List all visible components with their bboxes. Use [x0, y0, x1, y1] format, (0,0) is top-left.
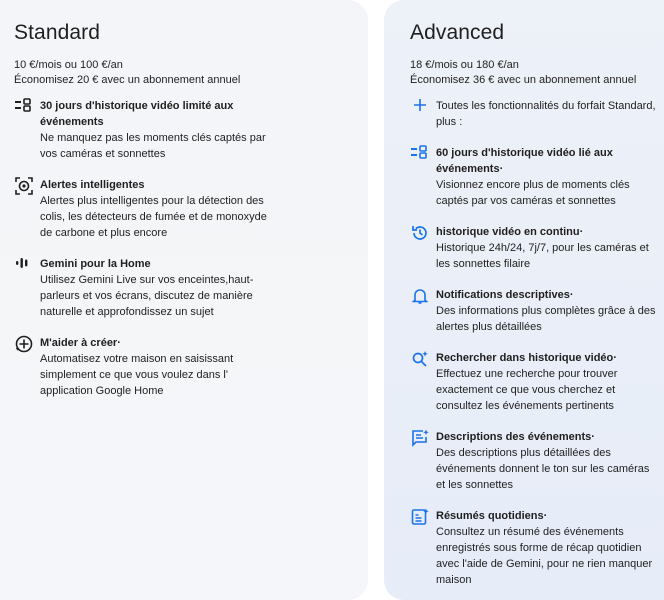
standard-feature-list — [14, 98, 368, 399]
plus-icon — [410, 98, 430, 118]
feature-title: historique vidéo en continu· — [436, 226, 584, 238]
video-history-icon — [14, 98, 34, 118]
description-sparkle-icon — [410, 429, 430, 449]
advanced-price: 18 €/mois ou 180 €/an — [410, 59, 519, 71]
feature-description: Visionnez encore plus de moments clés captés par vos caméras et sonnettes — [436, 179, 630, 207]
feature-title: Rechercher dans historique vidéo· — [436, 352, 617, 364]
feature-description: Consultez un résumé des événements enregistrés sous forme de récap quotidien avec l'aide de Gemini, pour ne rien manquer maison — [436, 526, 653, 586]
video-history-icon — [410, 145, 430, 165]
advanced-feature-continuous-history — [410, 224, 656, 272]
feature-title: Gemini pour la Home — [40, 258, 151, 270]
standard-feature-smart-alerts — [14, 177, 268, 241]
advanced-feature-event-descriptions — [410, 429, 656, 493]
advanced-plan-title: Advanced — [410, 21, 505, 44]
bell-icon — [410, 287, 430, 307]
feature-title: Notifications descriptives· — [436, 289, 574, 301]
feature-description: Historique 24h/24, 7j/7, pour les caméras et les sonnettes filaire — [436, 242, 649, 270]
advanced-feature-daily-summaries — [410, 508, 656, 588]
standard-plus-text: Toutes les fonctionnalités du forfait Standard, plus : — [436, 100, 656, 128]
standard-price: 10 €/mois ou 100 €/an — [14, 59, 123, 71]
standard-savings: Économisez 20 € avec un abonnement annuel — [14, 74, 241, 86]
feature-description: Alertes plus intelligentes pour la détection des colis, les détecteurs de fumée et de monoxyde de carbone et plus encore — [40, 195, 267, 239]
standard-feature-help-me-create — [14, 335, 268, 399]
standard-feature-video-history — [14, 98, 268, 162]
advanced-savings: Économisez 36 € avec un abonnement annuel — [410, 74, 637, 86]
feature-title: 30 jours d'historique vidéo limité aux événements — [40, 100, 234, 128]
feature-description: Automatisez votre maison en saisissant simplement ce que vous voulez dans l' application Google Home — [40, 353, 234, 397]
feature-description: Des descriptions plus détaillées des événements donnent le ton sur les caméras et les sonnettes — [436, 447, 650, 491]
continuous-history-icon — [410, 224, 430, 244]
help-create-icon — [14, 335, 34, 355]
feature-title: 60 jours d'historique vidéo lié aux événements· — [436, 147, 613, 175]
feature-description: Ne manquez pas les moments clés captés par vos caméras et sonnettes — [40, 132, 266, 160]
feature-title: Alertes intelligentes — [40, 179, 145, 191]
feature-description: Des informations plus complètes grâce à des alertes plus détaillées — [436, 305, 656, 333]
feature-description: Utilisez Gemini Live sur vos enceintes,haut-parleurs et vos écrans, discutez de manière naturelle et approfondissez un sujet — [40, 274, 254, 318]
daily-summary-icon — [410, 508, 430, 528]
advanced-feature-search-history — [410, 350, 656, 414]
standard-plan-title: Standard — [14, 21, 101, 44]
smart-alert-icon — [14, 177, 34, 197]
feature-title: Descriptions des événements· — [436, 431, 595, 443]
advanced-plan-card — [384, 0, 664, 600]
advanced-feature-video-history — [410, 145, 656, 209]
standard-feature-gemini-home — [14, 256, 268, 320]
advanced-feature-plus — [410, 98, 656, 130]
search-sparkle-icon — [410, 350, 430, 370]
advanced-feature-notifications — [410, 287, 656, 335]
feature-title: Résumés quotidiens· — [436, 510, 548, 522]
gemini-audio-icon — [14, 256, 34, 276]
feature-title: M'aider à créer· — [40, 337, 121, 349]
advanced-feature-list — [410, 98, 664, 588]
feature-description: Effectuez une recherche pour trouver exactement ce que vous cherchez et consultez les événements pertinents — [436, 368, 618, 412]
